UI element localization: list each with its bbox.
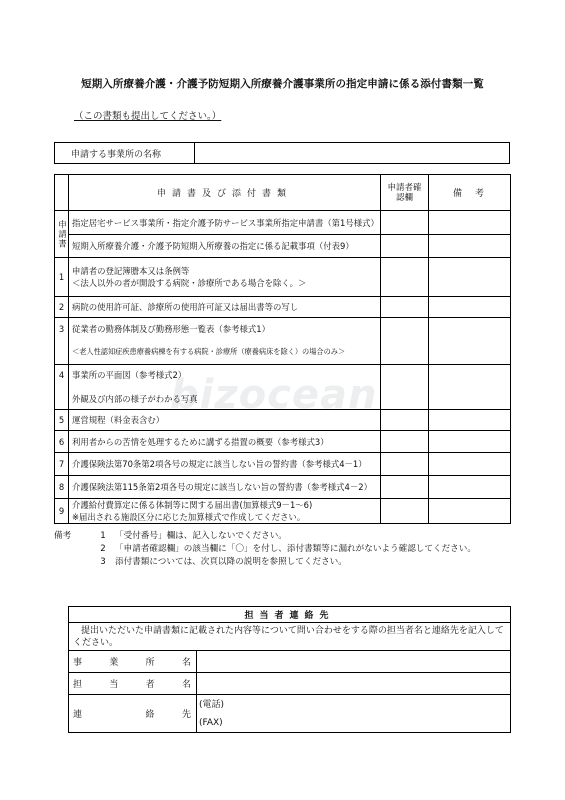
contact-info-field[interactable] [197,695,511,733]
contact-title-row [69,607,511,623]
remarks-cell [429,476,511,499]
header-remarks: 備 考 [429,175,511,211]
application-row-2: 短期入所療養介護・介護予防短期入所療養の指定に係る記載事項（付表9） [69,235,381,258]
phone-label: (電話) [199,699,225,710]
table-row [55,365,511,410]
item-text: 病院の使用許可証、診療所の使用許可証又は届出書等の写し [69,297,381,318]
check-cell[interactable] [381,235,429,258]
fax-label: (FAX) [199,717,223,728]
remarks-cell [429,235,511,258]
table-header-row [55,175,511,211]
table-row [55,410,511,431]
document-checklist-table [54,174,511,524]
check-cell[interactable] [381,453,429,476]
contact-info-row [69,695,511,733]
person-name-label: 担 当 者 名 [69,673,197,695]
item-number: 6 [55,431,69,453]
item-line: ＜法人以外の者が開設する病院・診療所である場合を除く。＞ [72,278,307,288]
table-row [55,235,511,258]
item-line: 申請者の登記簿謄本又は条例等 [72,266,190,276]
item-number: 8 [55,476,69,499]
contact-label: 連 絡 先 [69,695,197,733]
table-row [55,211,511,235]
remarks-cell [429,453,511,476]
remarks-number: 2 [100,544,106,554]
remarks-number: 3 [100,557,106,567]
submit-note: （この書類も提出してください。） [74,111,222,122]
person-name-field[interactable] [197,673,511,695]
item-text [69,318,381,365]
remarks-number: 1 [100,531,106,541]
item-text [69,499,381,524]
item-text: 運営規程（料金表含む） [69,410,381,431]
item-number: 3 [55,318,69,365]
page-title: 短期入所療養介護・介護予防短期入所療養介護事業所の指定申請に係る添付書類一覧 [81,78,484,90]
remarks-cell [429,211,511,235]
contact-description: 提出いただいた申請書類に記載された内容等について問い合わせをする際の担当者名と連絡先を記入してください。 [69,623,511,651]
table-row [55,453,511,476]
item-line: 外観及び内部の様子がわかる写真 [72,394,198,404]
item-number: 4 [55,365,69,410]
check-cell[interactable] [381,365,429,410]
table-row [55,476,511,499]
item-text [69,365,381,410]
item-line: 事業所の平面図（参考様式2） [72,370,187,380]
remarks-cell [429,499,511,524]
item-line: 従業者の勤務体制及び勤務形態一覧表（参考様式1） [72,324,270,334]
table-row [55,297,511,318]
remarks-cell [429,318,511,365]
header-applicant-check [381,175,429,211]
contact-title: 担当者連絡先 [69,607,511,623]
item-number: 2 [55,297,69,318]
facility-name-box [54,142,510,164]
item-number: 7 [55,453,69,476]
check-cell[interactable] [381,431,429,453]
table-row [55,258,511,297]
table-row [55,318,511,365]
facility-name-field[interactable] [195,143,509,163]
remarks-cell [429,365,511,410]
check-cell[interactable] [381,211,429,235]
remarks-item [54,530,476,543]
remarks-label: 備考 [54,531,72,541]
remarks-cell [429,258,511,297]
check-cell[interactable] [381,258,429,297]
remarks-item [54,543,476,556]
office-name-label: 事 業 所 名 [69,651,197,673]
application-label: 申請書 [56,219,67,249]
check-cell[interactable] [381,476,429,499]
table-row [55,499,511,524]
application-label-cell [55,211,69,258]
office-name-field[interactable] [197,651,511,673]
contact-table [68,606,511,733]
check-cell[interactable] [381,499,429,524]
application-row-1: 指定居宅サービス事業所・指定介護予防サービス事業所指定申請書（第1号様式） [69,211,381,235]
remarks-text: 「申請者確認欄」の該当欄に「〇」を付し、添付書類等に漏れがないよう確認してください。 [115,544,476,554]
watermark: bizocean [170,372,378,418]
check-cell[interactable] [381,297,429,318]
item-text [69,258,381,297]
item-text: 介護保険法第115条第2項各号の規定に該当しない旨の誓約書（参考様式4－2） [69,476,381,499]
contact-description-row [69,623,511,651]
check-cell[interactable] [381,318,429,365]
item-line: ※届出される施設区分に応じた加算様式で作成してください。 [72,512,306,522]
header-documents: 申請書及び添付書類 [69,175,381,211]
remarks-cell [429,431,511,453]
item-text: 介護保険法第70条第2項各号の規定に該当しない旨の誓約書（参考様式4－1） [69,453,381,476]
remarks-section [54,530,476,569]
remarks-cell [429,297,511,318]
check-cell[interactable] [381,410,429,431]
table-row [55,431,511,453]
remarks-text: 添付書類については、次頁以降の説明を参照してください。 [115,557,347,567]
item-number: 1 [55,258,69,297]
item-number: 5 [55,410,69,431]
header-applicant-check-text: 申請者確認欄 [387,182,422,203]
remarks-text: 「受付番号」欄は、記入しないでください。 [115,531,287,541]
item-number: 9 [55,499,69,524]
remarks-cell [429,410,511,431]
facility-name-label: 申請する事業所の名称 [55,143,195,163]
item-subnote: ＜老人性認知症疾患療養病棟を有する病院・診療所（療養病床を除く）の場合のみ＞ [72,347,346,356]
contact-office-row [69,651,511,673]
item-line: 介護給付費算定に係る体制等に関する届出書(加算様式9－1～6) [72,500,313,510]
contact-person-row [69,673,511,695]
remarks-item [54,556,476,569]
item-text: 利用者からの苦情を処理するために講ずる措置の概要（参考様式3） [69,431,381,453]
